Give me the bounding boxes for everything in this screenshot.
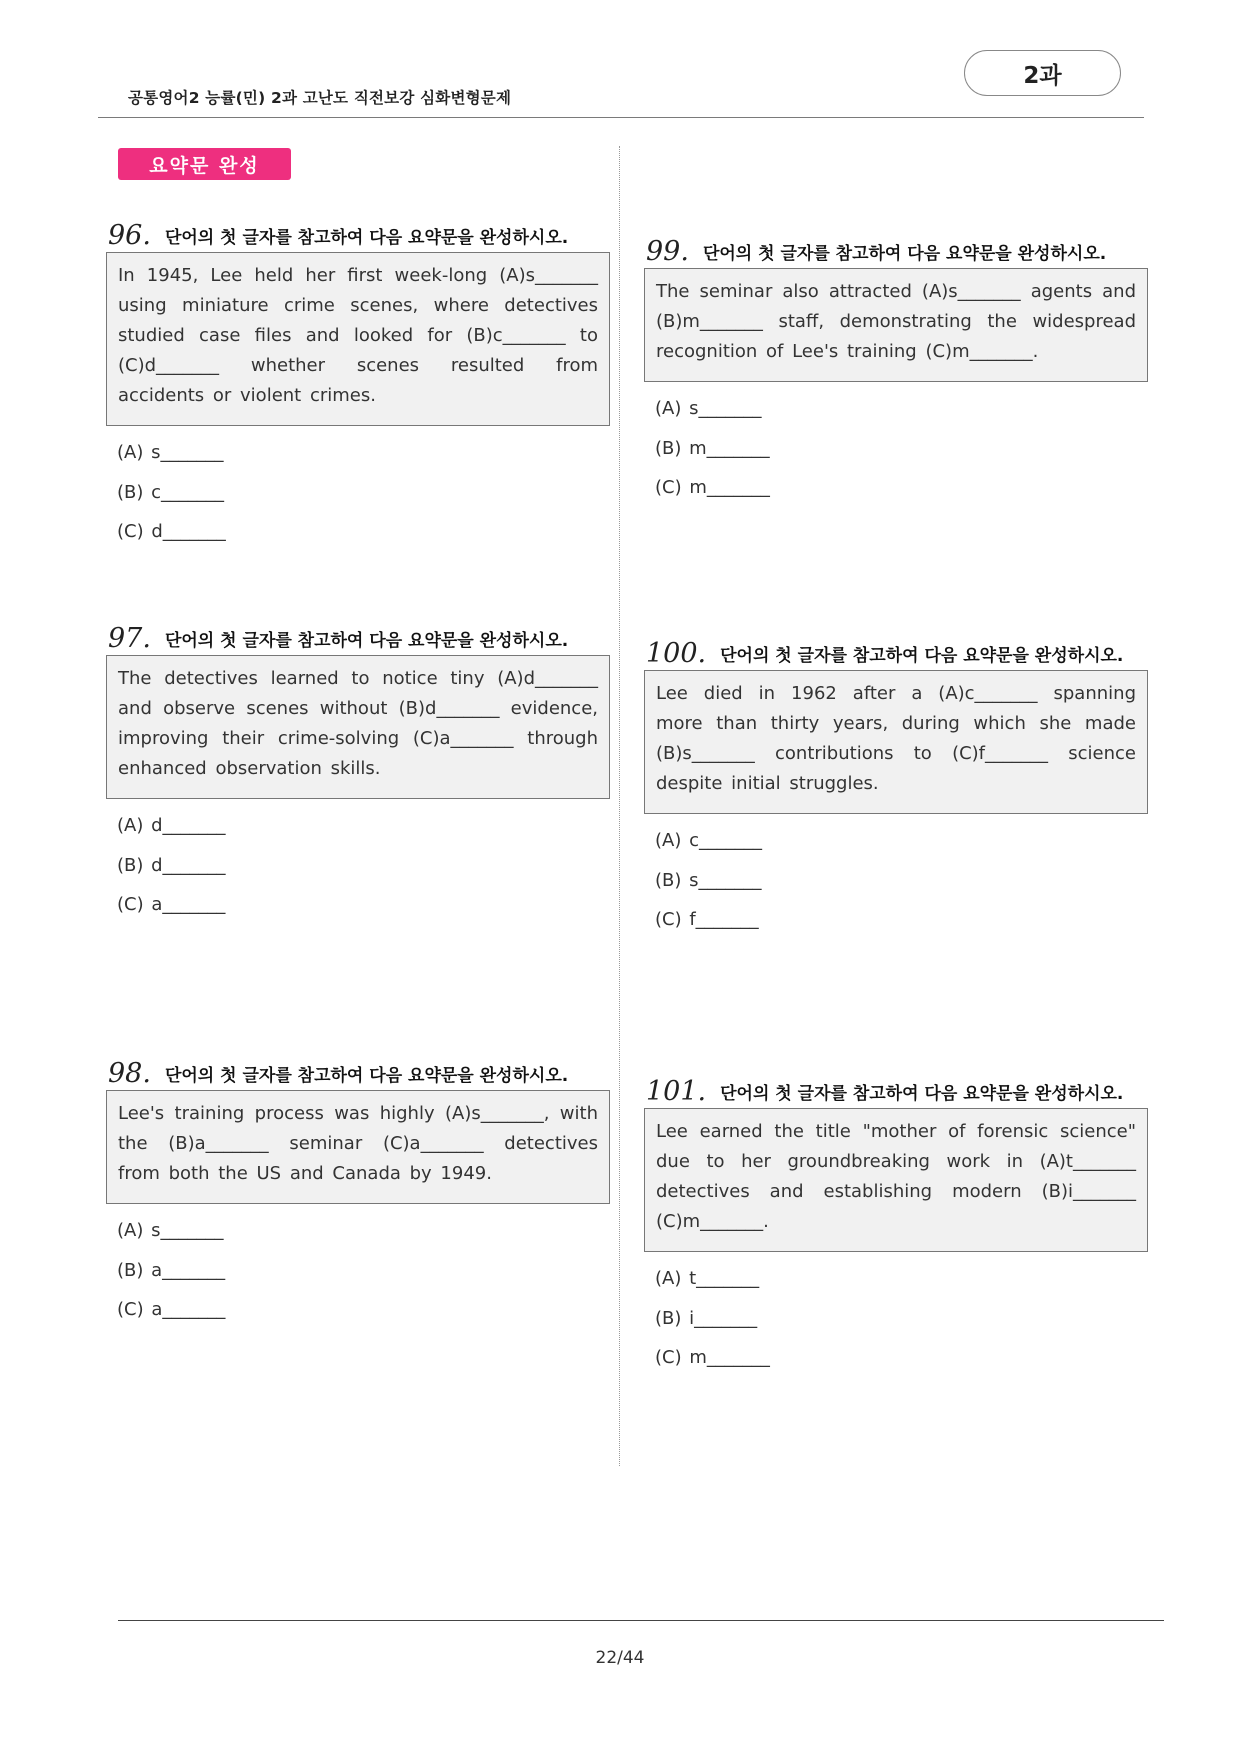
section-tag: 요약문 완성 xyxy=(118,148,291,180)
question-instruction: 단어의 첫 글자를 참고하여 다음 요약문을 완성하시오. xyxy=(720,645,1124,666)
answer-blank-b[interactable]: (B) i_______ xyxy=(655,1307,758,1329)
question-number: 101. xyxy=(646,1076,707,1107)
answer-list xyxy=(106,440,610,559)
question-number: 100. xyxy=(646,638,707,669)
header-divider xyxy=(98,117,1144,118)
answer-blank-c[interactable]: (C) a_______ xyxy=(117,894,226,915)
answer-blank-c[interactable]: (C) d_______ xyxy=(117,521,226,542)
answer-list xyxy=(644,828,1148,947)
answer-blank-b[interactable]: (B) s_______ xyxy=(655,869,762,891)
question-98 xyxy=(106,1060,610,1337)
answer-blank-a[interactable]: (A) s_______ xyxy=(117,1220,224,1241)
question-number: 98. xyxy=(108,1058,151,1089)
question-header xyxy=(106,222,610,249)
summary-box: Lee died in 1962 after a (A)c_______ spanning more than thirty years, during which she made (B)s_______ contributions to (C)f_______ science despite initial struggles. xyxy=(644,670,1148,814)
footer-divider xyxy=(118,1620,1164,1621)
question-instruction: 단어의 첫 글자를 참고하여 다음 요약문을 완성하시오. xyxy=(164,630,569,651)
answer-blank-b[interactable]: (B) d_______ xyxy=(117,854,226,876)
answer-list xyxy=(106,1218,610,1337)
answer-list xyxy=(644,396,1148,515)
question-instruction: 단어의 첫 글자를 참고하여 다음 요약문을 완성하시오. xyxy=(164,227,569,248)
question-instruction: 단어의 첫 글자를 참고하여 다음 요약문을 완성하시오. xyxy=(720,1083,1124,1104)
answer-list xyxy=(644,1266,1148,1385)
answer-blank-b[interactable]: (B) a_______ xyxy=(117,1259,226,1281)
lesson-badge: 2과 xyxy=(964,50,1121,96)
summary-box: Lee's training process was highly (A)s_______, with the (B)a_______ seminar (C)a_______ detectives from both the US and Canada by 1949. xyxy=(106,1090,610,1204)
summary-box: In 1945, Lee held her first week-long (A)s_______ using miniature crime scenes, where detectives studied case files and looked for (B)c_______ to (C)d_______ whether scenes resulted from accidents or violent crimes. xyxy=(106,252,610,426)
summary-box: The detectives learned to notice tiny (A)d_______ and observe scenes without (B)d_______ evidence, improving their crime-solving (C)a_______ through enhanced observation skills. xyxy=(106,655,610,799)
summary-box: The seminar also attracted (A)s_______ agents and (B)m_______ staff, demonstrating the widespread recognition of Lee's training (C)m_______. xyxy=(644,268,1148,382)
document-title: 공통영어2 능률(민) 2과 고난도 직전보강 심화변형문제 xyxy=(128,89,512,107)
question-number: 97. xyxy=(108,623,151,654)
answer-blank-a[interactable]: (A) s_______ xyxy=(655,398,762,419)
answer-blank-c[interactable]: (C) f_______ xyxy=(655,909,759,930)
answer-blank-a[interactable]: (A) d_______ xyxy=(117,815,226,836)
question-100 xyxy=(644,640,1148,947)
answer-list xyxy=(106,813,610,932)
question-header xyxy=(106,625,610,652)
summary-box: Lee earned the title "mother of forensic science" due to her groundbreaking work in (A)t_______ detectives and establishing modern (B)i_______ (C)m_______. xyxy=(644,1108,1148,1252)
question-instruction: 단어의 첫 글자를 참고하여 다음 요약문을 완성하시오. xyxy=(164,1065,569,1086)
answer-blank-a[interactable]: (A) s_______ xyxy=(117,442,224,463)
answer-blank-c[interactable]: (C) a_______ xyxy=(117,1299,226,1320)
question-number: 99. xyxy=(646,236,689,267)
question-96 xyxy=(106,222,610,559)
answer-blank-a[interactable]: (A) t_______ xyxy=(655,1268,760,1289)
question-header xyxy=(644,1078,1148,1105)
answer-blank-a[interactable]: (A) c_______ xyxy=(655,830,762,851)
question-header xyxy=(106,1060,610,1087)
answer-blank-b[interactable]: (B) m_______ xyxy=(655,437,770,459)
answer-blank-c[interactable]: (C) m_______ xyxy=(655,477,770,498)
question-instruction: 단어의 첫 글자를 참고하여 다음 요약문을 완성하시오. xyxy=(702,243,1107,264)
question-99 xyxy=(644,238,1148,515)
answer-blank-b[interactable]: (B) c_______ xyxy=(117,481,225,503)
question-header xyxy=(644,640,1148,667)
question-97 xyxy=(106,625,610,932)
answer-blank-c[interactable]: (C) m_______ xyxy=(655,1347,770,1368)
page-number: 22/44 xyxy=(595,1648,645,1668)
column-divider xyxy=(619,146,620,1466)
question-number: 96. xyxy=(108,220,151,251)
question-101 xyxy=(644,1078,1148,1385)
question-header xyxy=(644,238,1148,265)
